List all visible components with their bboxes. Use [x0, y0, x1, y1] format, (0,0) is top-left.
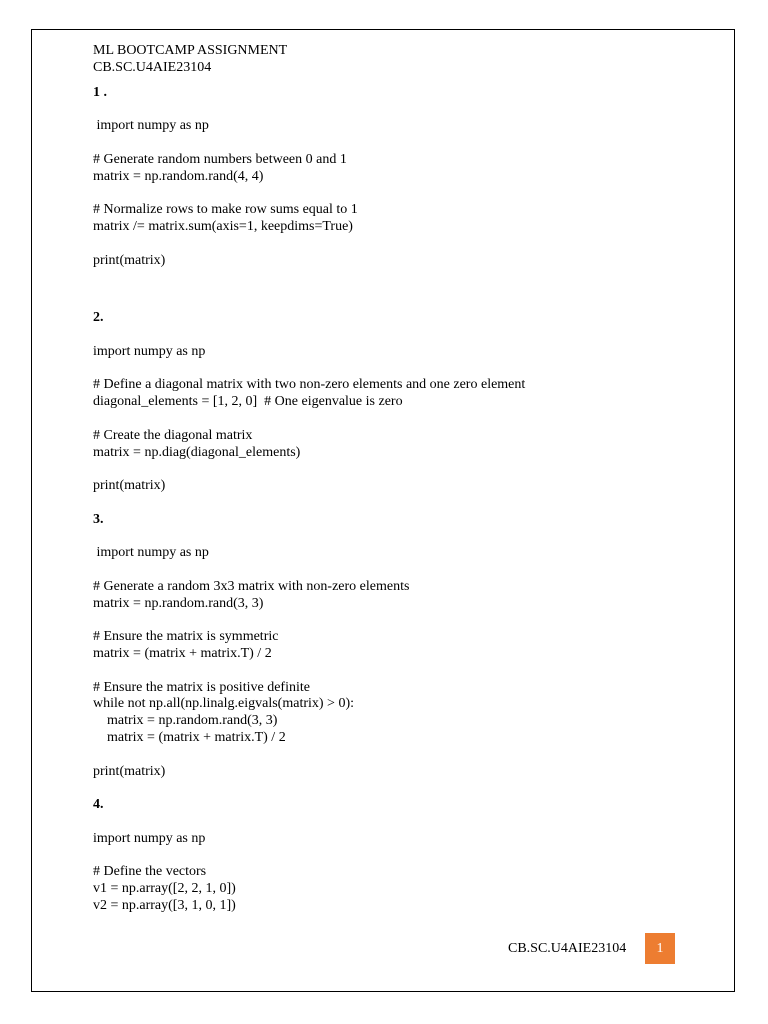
- code-line: # Create the diagonal matrix: [93, 427, 253, 443]
- code-line: matrix = np.random.rand(3, 3): [93, 595, 264, 611]
- question-number: 2.: [93, 310, 104, 326]
- code-line: matrix /= matrix.sum(axis=1, keepdims=True): [93, 218, 353, 234]
- page-number-badge: [645, 933, 675, 964]
- code-line: # Ensure the matrix is positive definite: [93, 679, 310, 695]
- code-line: # Define the vectors: [93, 864, 207, 880]
- blank-line: [93, 361, 713, 378]
- page-number: 1: [656, 940, 664, 956]
- code-line: import numpy as np: [93, 343, 206, 359]
- blank-line: [93, 185, 713, 202]
- code-line: diagonal_elements = [1, 2, 0] # One eigenvalue is zero: [93, 394, 403, 410]
- code-line: v2 = np.array([3, 1, 0, 1]): [93, 898, 236, 914]
- code-line: matrix = (matrix + matrix.T) / 2: [93, 730, 286, 746]
- footer-roll-number: CB.SC.U4AIE23104: [508, 941, 627, 956]
- code-line: import numpy as np: [93, 118, 209, 134]
- code-line: v1 = np.array([2, 2, 1, 0]): [93, 881, 236, 897]
- question-section: [93, 512, 713, 798]
- question-section: [93, 310, 713, 512]
- blank-line: [93, 411, 713, 428]
- code-line: matrix = np.random.rand(3, 3): [93, 713, 278, 729]
- code-line: # Generate a random 3x3 matrix with non-zero elements: [93, 578, 410, 594]
- blank-line: [93, 747, 713, 764]
- sections-container: [93, 85, 713, 915]
- blank-line: [93, 848, 713, 865]
- blank-line: [93, 135, 713, 152]
- code-line: # Generate random numbers between 0 and 1: [93, 151, 347, 167]
- document-body: [93, 43, 713, 915]
- code-line: import numpy as np: [93, 545, 209, 561]
- code-line: print(matrix): [93, 763, 166, 779]
- question-section: [93, 85, 713, 311]
- blank-line: [93, 613, 713, 630]
- code-line: matrix = np.random.rand(4, 4): [93, 168, 264, 184]
- code-line: print(matrix): [93, 252, 166, 268]
- code-line: # Define a diagonal matrix with two non-zero elements and one zero element: [93, 377, 526, 393]
- code-line: # Ensure the matrix is symmetric: [93, 629, 279, 645]
- question-number: 4.: [93, 797, 104, 813]
- blank-line: [93, 461, 713, 478]
- code-line: print(matrix): [93, 478, 166, 494]
- blank-line: [93, 663, 713, 680]
- blank-line: [93, 562, 713, 579]
- blank-line: [93, 236, 713, 253]
- code-line: matrix = np.diag(diagonal_elements): [93, 444, 301, 460]
- code-line: import numpy as np: [93, 830, 206, 846]
- question-section: [93, 797, 713, 915]
- code-line: while not np.all(np.linalg.eigvals(matrix) > 0):: [93, 696, 355, 712]
- question-number: 1 .: [93, 84, 107, 100]
- roll-number: CB.SC.U4AIE23104: [93, 59, 212, 75]
- question-number: 3.: [93, 511, 104, 527]
- code-line: matrix = (matrix + matrix.T) / 2: [93, 646, 272, 662]
- document-title: ML BOOTCAMP ASSIGNMENT: [93, 43, 288, 58]
- code-line: # Normalize rows to make row sums equal to 1: [93, 202, 358, 218]
